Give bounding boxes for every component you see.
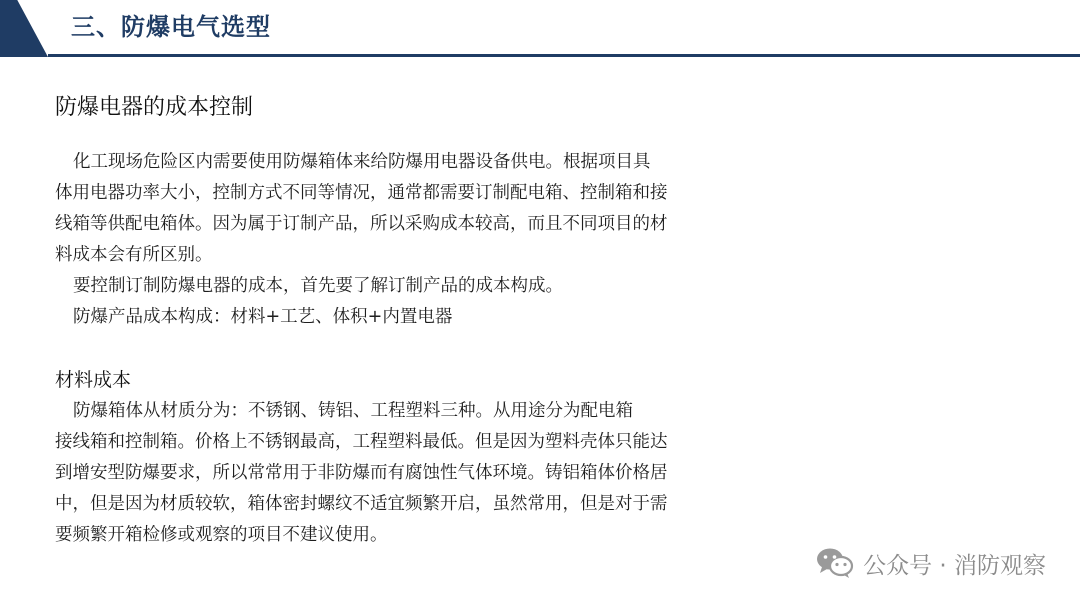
header-divider [48,54,1080,57]
page-title: 三、防爆电气选型 [71,13,271,41]
paragraph-line: 料成本会有所区别。 [55,245,213,265]
paragraph-line: 要控制订制防爆电器的成本，首先要了解订制产品的成本构成。 [73,276,563,296]
paragraph-line: 接线箱和控制箱。价格上不锈钢最高，工程塑料最低。但是因为塑料壳体只能达 [55,432,668,452]
paragraph-line: 线箱等供配电箱体。因为属于订制产品，所以采购成本较高，而且不同项目的材 [55,214,668,234]
watermark [815,543,1046,583]
paragraph-line: 体用电器功率大小，控制方式不同等情况，通常都需要订制配电箱、控制箱和接 [55,183,668,203]
wechat-icon [815,546,855,580]
paragraph-line: 防爆箱体从材质分为：不锈钢、铸铝、工程塑料三种。从用途分为配电箱 [73,401,633,421]
watermark-text: 公众号 · 消防观察 [863,552,1046,579]
page-header [0,0,1080,60]
paragraph-line: 防爆产品成本构成：材料+工艺、体积+内置电器 [73,307,453,327]
material-cost-title: 材料成本 [55,369,132,391]
paragraph-line: 要频繁开箱检修或观察的项目不建议使用。 [55,525,388,545]
paragraph-line: 中，但是因为材质较软，箱体密封螺纹不适宜频繁开启，虽然常用，但是对于需 [55,494,668,514]
paragraph-line: 到增安型防爆要求，所以常常用于非防爆而有腐蚀性气体环境。铸铝箱体价格居 [55,463,668,483]
section-title: 防爆电器的成本控制 [55,95,254,120]
header-accent-shape [0,0,48,57]
paragraph-line: 化工现场危险区内需要使用防爆箱体来给防爆用电器设备供电。根据项目具 [73,152,651,172]
